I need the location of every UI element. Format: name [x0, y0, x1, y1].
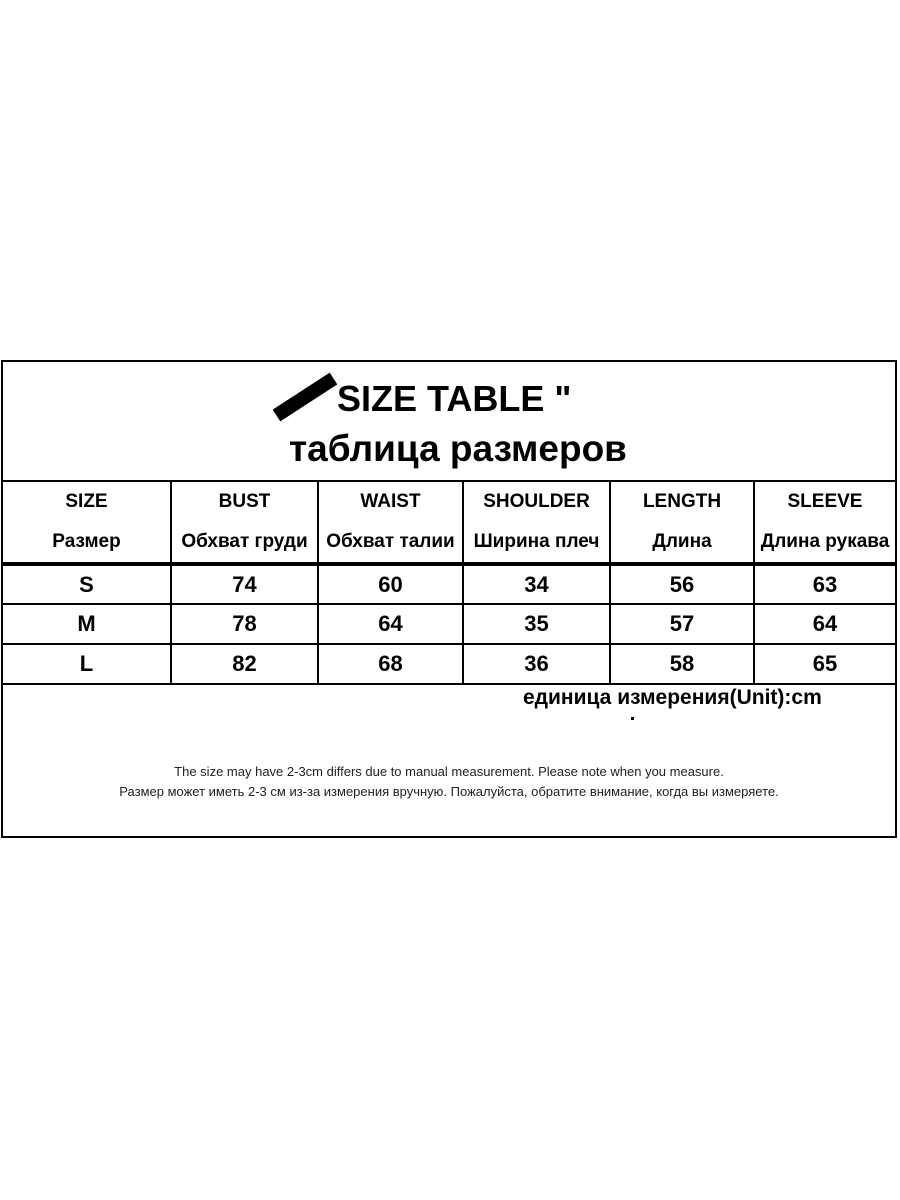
cell-waist: 64: [318, 604, 463, 644]
cell-bust: 82: [171, 644, 318, 684]
cell-length: 56: [610, 564, 754, 604]
cell-bust: 78: [171, 604, 318, 644]
cell-size: L: [3, 644, 171, 684]
cell-bust: 74: [171, 564, 318, 604]
header-sleeve: SLEEVE Длина рукава: [754, 481, 895, 564]
header-length: LENGTH Длина: [610, 481, 754, 564]
title-area: [3, 362, 895, 482]
dot-mark: [631, 717, 634, 720]
header-waist: WAIST Обхват талии: [318, 481, 463, 564]
cell-waist: 60: [318, 564, 463, 604]
table-row: [3, 564, 895, 604]
table-header-row: [3, 481, 895, 564]
header-shoulder: SHOULDER Ширина плеч: [463, 481, 610, 564]
cell-sleeve: 64: [754, 604, 895, 644]
cell-shoulder: 36: [463, 644, 610, 684]
note-english: The size may have 2-3cm differs due to manual measurement. Please note when you measure.: [174, 764, 724, 779]
cell-shoulder: 35: [463, 604, 610, 644]
cell-size: M: [3, 604, 171, 644]
cell-sleeve: 65: [754, 644, 895, 684]
cell-size: S: [3, 564, 171, 604]
size-table: [3, 480, 895, 685]
header-size: SIZE Размер: [3, 481, 171, 564]
title-russian: таблица размеров: [289, 428, 627, 469]
cell-sleeve: 63: [754, 564, 895, 604]
cell-shoulder: 34: [463, 564, 610, 604]
table-row: [3, 644, 895, 684]
header-bust: BUST Обхват груди: [171, 481, 318, 564]
size-chart-frame: [1, 360, 897, 838]
slash-decoration-icon: [273, 373, 338, 422]
unit-label: единица измерения(Unit):cm: [523, 686, 822, 709]
note-russian: Размер может иметь 2-3 см из-за измерения вручную. Пожалуйста, обратите внимание, когда вы измеряете.: [119, 784, 779, 799]
cell-length: 57: [610, 604, 754, 644]
cell-length: 58: [610, 644, 754, 684]
cell-waist: 68: [318, 644, 463, 684]
table-row: [3, 604, 895, 644]
title-english: SIZE TABLE ": [337, 378, 572, 419]
